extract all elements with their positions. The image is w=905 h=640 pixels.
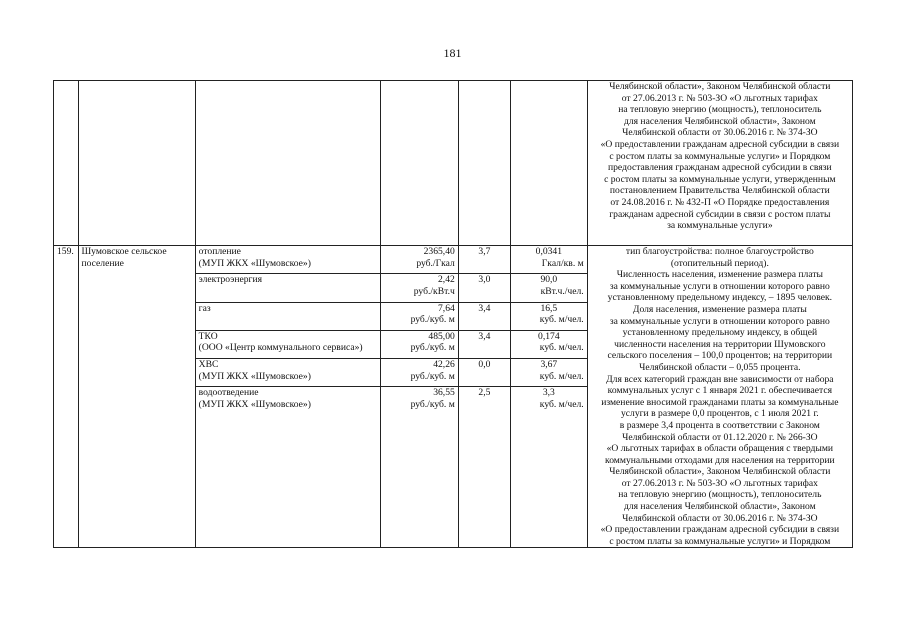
service-name: отопление: [198, 246, 241, 257]
service-provider: (МУП ЖКХ «Шумовское»): [198, 399, 311, 411]
tariff-value: 42,26: [433, 359, 455, 371]
rate-unit: куб. м/чел.: [539, 399, 584, 411]
rate-unit: Гкал/кв. м: [541, 257, 584, 269]
index-value: 3,7: [458, 246, 510, 274]
service-cell: [195, 387, 380, 548]
description-line: от 27.06.2013 г. № 503-ЗО «О льготных тарифах: [621, 477, 818, 489]
description-line: с ростом платы за коммунальные услуги, утвержденным: [604, 173, 836, 185]
description-line: Челябинской области – 0,055 процента.: [639, 361, 801, 373]
description-line: Челябинской области», Законом Челябинской области: [609, 466, 831, 478]
tariff-value: 36,55: [433, 387, 455, 399]
description-line: постановлением Правительства Челябинской области: [609, 185, 830, 197]
page-number: 181: [443, 46, 462, 60]
description-line: за коммунальные услуги»: [667, 220, 773, 232]
index-value: 3,4: [458, 330, 510, 358]
description-line: Для всех категорий граждан вне зависимости от набора: [606, 373, 834, 385]
cell-empty: [195, 81, 380, 246]
tariff-cell: [381, 302, 459, 330]
description-line: Челябинской области», Законом Челябинской области: [609, 81, 831, 92]
description-line: от 27.06.2013 г. № 503-ЗО «О льготных тарифах: [621, 92, 818, 104]
service-provider: (МУП ЖКХ «Шумовское»): [198, 257, 311, 269]
rate-cell: [510, 330, 587, 358]
service-cell: [195, 302, 380, 330]
description-line: за коммунальные услуги в отношении которого равно: [609, 280, 830, 292]
description-line: изменение вносимой гражданами платы за коммунальные: [601, 396, 839, 408]
continuation-description: [587, 81, 852, 246]
tariff-cell: [381, 274, 459, 302]
description-line: с ростом платы за коммунальные услуги» и Порядком: [609, 535, 831, 547]
rate-value: 0,0341: [535, 246, 563, 257]
description-line: для населения Челябинской области», Законом: [623, 115, 816, 127]
continuation-row: [54, 81, 853, 246]
service-name: электроэнергия: [198, 274, 263, 286]
service-cell: [195, 330, 380, 358]
index-value: 3,4: [458, 302, 510, 330]
description-line: тип благоустройства: полное благоустройство: [625, 246, 814, 257]
entry-number: 159.: [54, 246, 79, 548]
rate-unit: кВт.ч./чел.: [540, 285, 584, 297]
rate-unit: куб. м/чел.: [539, 370, 584, 382]
tariff-value: 2365,40: [423, 246, 455, 257]
tariff-cell: [381, 246, 459, 274]
rate-unit: куб. м/чел.: [539, 314, 584, 326]
description-line: Численность населения, изменение размера платы: [616, 269, 823, 281]
description-line: Челябинской области от 30.06.2016 г. № 374-ЗО: [622, 127, 818, 139]
service-cell: [195, 274, 380, 302]
service-name: газ: [198, 302, 211, 314]
description-line: численности населения на территории Шумовского: [614, 338, 826, 350]
tariff-unit: руб./куб. м: [410, 370, 455, 382]
description-line: «О предоставлении гражданам адресной субсидии в связи: [600, 138, 840, 150]
service-provider: (ООО «Центр коммунального сервиса»): [198, 342, 363, 354]
service-name: ТКО: [198, 330, 218, 342]
description-line: услуги в размере 0,0 процентов, с 1 июля 2021 г.: [620, 408, 819, 420]
description-line: на тепловую энергию (мощность), теплоноситель: [618, 489, 822, 501]
index-value: 3,0: [458, 274, 510, 302]
description-line: для населения Челябинской области», Законом: [623, 501, 816, 513]
tariff-value: 2,42: [438, 274, 455, 286]
tariff-cell: [381, 387, 459, 548]
description-line: «О льготных тарифах в области обращения с твердыми: [606, 443, 834, 455]
description-line: предоставления гражданам адресной субсидии в связи: [608, 162, 832, 174]
tariff-value: 485,00: [428, 330, 455, 342]
description-line: Челябинской области от 01.12.2020 г. № 266-ЗО: [622, 431, 818, 443]
service-row: [54, 246, 853, 274]
description-line: (отопительный период).: [670, 257, 769, 269]
service-cell: [195, 359, 380, 387]
rate-value: 90,0: [540, 274, 558, 286]
rate-value: 3,3: [542, 387, 555, 399]
description-line: установленному предельному индексу, в общей: [622, 327, 818, 339]
rate-value: 0,174: [538, 330, 560, 342]
rate-cell: [510, 387, 587, 548]
entry-description: [587, 246, 852, 548]
cell-empty: [78, 81, 195, 246]
tariff-unit: руб./куб. м: [410, 399, 455, 411]
description-line: коммунальных услуг с 1 января 2021 г. обеспечивается: [607, 385, 833, 397]
description-line: установленному предельному индексу, – 1895 человек.: [607, 292, 833, 304]
service-provider: (МУП ЖКХ «Шумовское»): [198, 370, 311, 382]
index-value: 0,0: [458, 359, 510, 387]
service-name: ХВС: [198, 359, 219, 371]
index-value: 2,5: [458, 387, 510, 548]
rate-cell: [510, 302, 587, 330]
cell-empty: [458, 81, 510, 246]
description-line: на тепловую энергию (мощность), теплоноситель: [618, 104, 822, 116]
description-line: коммунальными отходами для населения на территории: [605, 454, 835, 466]
tariff-cell: [381, 330, 459, 358]
description-line: за коммунальные услуги в отношении которого равно: [609, 315, 830, 327]
description-line: от 24.08.2016 г. № 432-П «О Порядке предоставления: [610, 196, 830, 208]
cell-empty: [54, 81, 79, 246]
description-line: «О предоставлении гражданам адресной субсидии в связи: [600, 524, 840, 536]
description-line: сельского поселения – 100,0 процентов; на территории: [607, 350, 833, 362]
rate-unit: куб. м/чел.: [539, 342, 584, 354]
cell-empty: [510, 81, 587, 246]
tariff-value: 7,64: [438, 302, 455, 314]
service-name: водоотведение: [198, 387, 259, 399]
rate-value: 3,67: [540, 359, 558, 371]
description-line: гражданам адресной субсидии в связи с ростом платы: [609, 208, 831, 220]
tariff-unit: руб./куб. м: [410, 342, 455, 354]
tariff-unit: руб./кВт.ч: [413, 285, 455, 297]
description-line: Челябинской области от 30.06.2016 г. № 374-ЗО: [622, 512, 818, 524]
cell-empty: [381, 81, 459, 246]
tariff-unit: руб./куб. м: [410, 314, 455, 326]
tariff-table: [53, 80, 853, 548]
rate-cell: [510, 274, 587, 302]
rate-value: 16,5: [540, 302, 558, 314]
tariff-unit: руб./Гкал: [416, 257, 455, 269]
description-line: Доля населения, изменение размера платы: [632, 303, 807, 315]
tariff-cell: [381, 359, 459, 387]
service-cell: [195, 246, 380, 274]
rate-cell: [510, 359, 587, 387]
description-line: в размере 3,4 процента в соответствии с Законом: [619, 419, 820, 431]
rate-cell: [510, 246, 587, 274]
description-line: с ростом платы за коммунальные услуги» и Порядком: [609, 150, 831, 162]
settlement-name: Шумовское сельское поселение: [78, 246, 195, 548]
